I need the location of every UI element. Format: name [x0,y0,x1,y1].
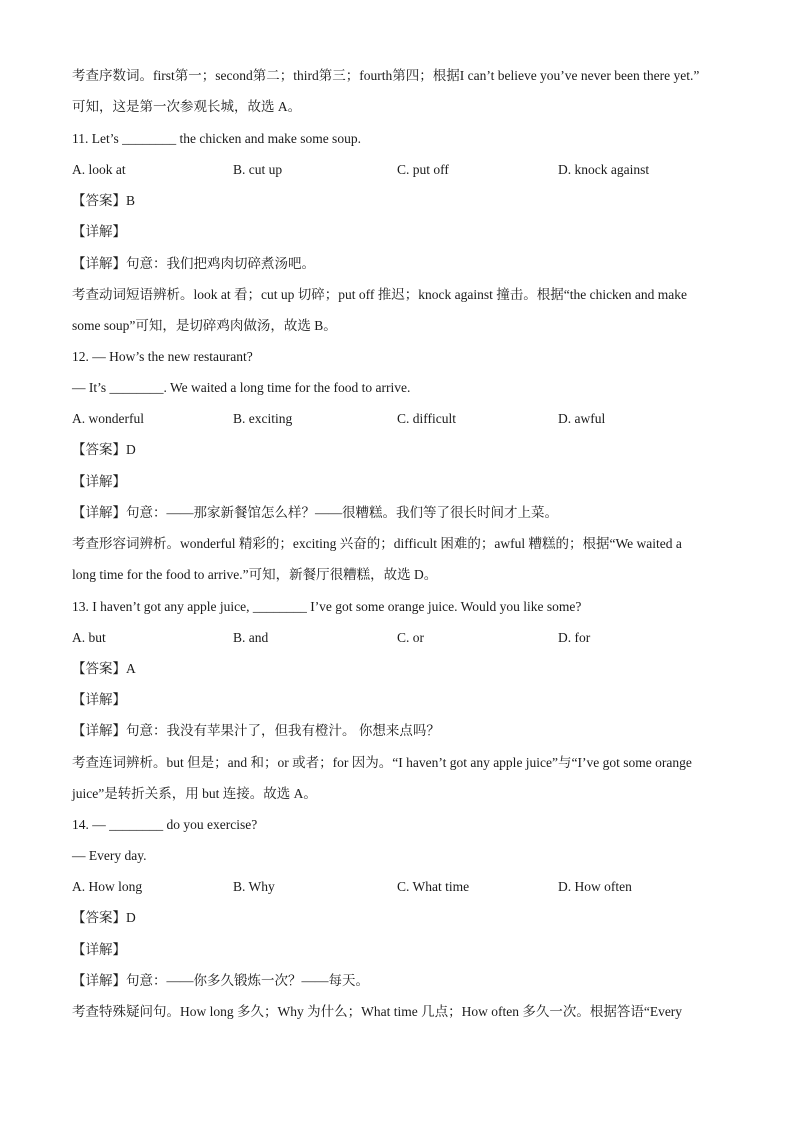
option-b: B. and [233,630,269,645]
question-14-options [72,877,732,897]
option-d: D. knock against [558,162,650,177]
detail-heading: 【详解】 [72,692,126,707]
explanation-line: 考查序数词。first第一；second第二；third第三；fourth第四；根据I can’t believe you’ve never been there yet.” [72,68,700,83]
option-c: C. difficult [397,411,456,426]
question-14: 14. — ________ do you exercise? [72,817,258,832]
explanation-line: some soup”可知，是切碎鸡肉做汤，故选 B。 [72,318,337,333]
question-12-options [72,409,732,429]
option-b: B. cut up [233,162,283,177]
question-14-response: — Every day. [72,848,147,863]
explanation-line: 【详解】句意：我没有苹果汁了，但我有橙汁。 你想来点吗？ [72,723,440,738]
question-13-options [72,628,732,648]
option-b: B. exciting [233,411,293,426]
option-a: A. How long [72,879,143,894]
answer-label: 【答案】D [72,910,136,925]
explanation-line: 考查连词辨析。but 但是；and 和；or 或者；for 因为。“I haven’t got any apple juice”与“I’ve got some orange [72,755,692,770]
question-11: 11. Let’s ________ the chicken and make some soup. [72,131,361,146]
answer-label: 【答案】D [72,442,136,457]
option-d: D. for [558,630,591,645]
option-c: C. What time [397,879,470,894]
option-d: D. awful [558,411,606,426]
explanation-line: 【详解】句意：我们把鸡肉切碎煮汤吧。 [72,256,315,271]
explanation-line: 考查特殊疑问句。How long 多久；Why 为什么；What time 几点；How often 多久一次。根据答语“Every [72,1004,683,1019]
question-11-options [72,160,732,180]
explanation-line: juice”是转折关系，用 but 连接。故选 A。 [72,786,317,801]
question-12-response: — It’s ________. We waited a long time for the food to arrive. [72,380,411,395]
explanation-line: 【详解】句意：——你多久锻炼一次？——每天。 [72,973,369,988]
option-c: C. put off [397,162,449,177]
explanation-line: 可知，这是第一次参观长城，故选 A。 [72,99,302,114]
answer-label: 【答案】A [72,661,136,676]
question-13: 13. I haven’t got any apple juice, ________ I’ve got some orange juice. Would you like some? [72,599,582,614]
option-d: D. How often [558,879,632,894]
explanation-line: long time for the food to arrive.”可知，新餐厅很糟糕，故选 D。 [72,567,438,582]
option-b: B. Why [233,879,275,894]
detail-heading: 【详解】 [72,942,126,957]
answer-label: 【答案】B [72,193,136,208]
question-12: 12. — How’s the new restaurant? [72,349,253,364]
detail-heading: 【详解】 [72,474,126,489]
option-a: A. but [72,630,106,645]
explanation-line: 【详解】句意：——那家新餐馆怎么样？——很糟糕。我们等了很长时间才上菜。 [72,505,558,520]
detail-heading: 【详解】 [72,224,126,239]
option-a: A. look at [72,162,126,177]
explanation-line: 考查动词短语辨析。look at 看；cut up 切碎；put off 推迟；knock against 撞击。根据“the chicken and make [72,287,688,302]
option-a: A. wonderful [72,411,144,426]
option-c: C. or [397,630,424,645]
explanation-line: 考查形容词辨析。wonderful 精彩的；exciting 兴奋的；difficult 困难的；awful 糟糕的；根据“We waited a [72,536,682,551]
